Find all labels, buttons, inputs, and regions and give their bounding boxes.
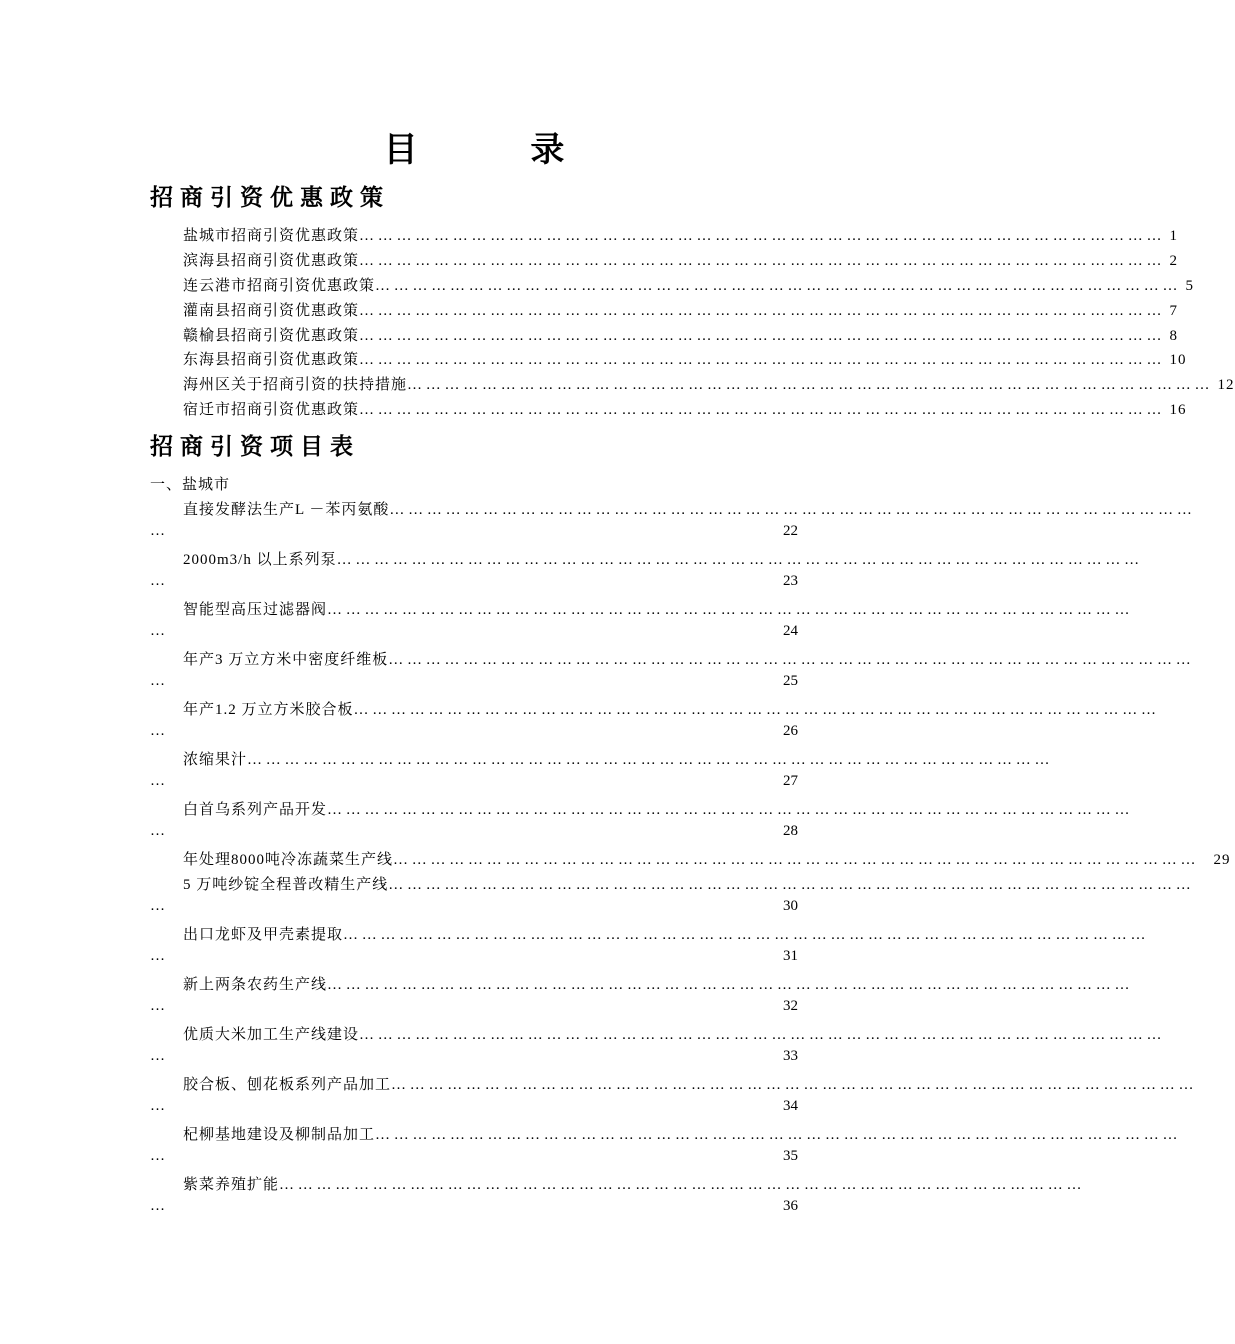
toc-entry-page: 32: [783, 998, 798, 1014]
toc-leader: … … … … … … … … … … … … … … … … … … … … … … … … … … … … … … … … … … … … … … … … … … …: [389, 502, 1192, 518]
toc-leader-wrap: …: [150, 523, 165, 539]
toc-leader: … … … … … … … … … … … … … … … … … … … … … … … … … … … … … … … … … … … … … … … … … … …: [247, 752, 1050, 768]
toc-entry-label: 胶合板、刨花板系列产品加工: [183, 1077, 392, 1093]
toc-leader-wrap: …: [150, 1048, 165, 1064]
toc-leader: … … … … … … … … … … … … … … … … … … … … … … … … … … … … … … … … … … … … … … … … … … …: [336, 552, 1140, 568]
toc-entry[interactable]: [150, 498, 1192, 548]
section-heading-projects: 招商引资项目表: [150, 434, 360, 460]
toc-entry-label: 连云港市招商引资优惠政策: [183, 277, 376, 294]
toc-entry[interactable]: [150, 698, 1157, 748]
toc-entry[interactable]: [183, 274, 1195, 299]
toc-entry-label: 东海县招商引资优惠政策: [183, 352, 360, 369]
toc-entry-label: 5 万吨纱锭全程普改精生产线: [183, 877, 389, 893]
toc-entry-page: 16: [1169, 402, 1187, 419]
toc-leader: … … … … … … … … … … … … … … … … … … … … … … … … … … … … … … … … … … … … … … … … … … …: [359, 228, 1162, 244]
toc-leader: … … … … … … … … … … … … … … … … … … … … … … … … … … … … … … … … … … … … … … … … … … …: [388, 652, 1191, 668]
toc-entry-label: 智能型高压过滤器阀: [183, 602, 328, 618]
toc-entry[interactable]: [150, 973, 1130, 1023]
toc-leader-wrap: …: [150, 623, 165, 639]
toc-leader: … … … … … … … … … … … … … … … … … … … … … … … … … … … … … … … … … … … … … … … … … … …: [327, 977, 1130, 993]
toc-entry[interactable]: [183, 299, 1179, 324]
toc-entry-page: 5: [1185, 277, 1195, 294]
toc-entry-label: 赣榆县招商引资优惠政策: [183, 327, 360, 344]
toc-entry-label: 灌南县招商引资优惠政策: [183, 302, 360, 319]
toc-entry-label: 浓缩果汁: [183, 752, 248, 768]
toc-leader-wrap: …: [150, 723, 165, 739]
toc-leader: … … … … … … … … … … … … … … … … … … … … … … … … … … … … … … … … … … … … … … … … … … …: [327, 802, 1130, 818]
toc-entry-page: 8: [1169, 327, 1179, 344]
policies-toc: [183, 224, 1235, 423]
toc-leader-wrap: …: [150, 773, 165, 789]
toc-leader-wrap: …: [150, 823, 165, 839]
toc-entry[interactable]: [150, 1073, 1194, 1123]
toc-leader: … … … … … … … … … … … … … … … … … … … … … … … … … … … … … … … … … … … … … … … … … … …: [279, 1177, 1082, 1193]
toc-entry-page: 24: [783, 623, 798, 639]
toc-entry[interactable]: [183, 224, 1179, 249]
toc-entry-label: 年处理8000吨冷冻蔬菜生产线: [183, 852, 394, 868]
toc-entry-label: 年产1.2 万立方米胶合板: [183, 702, 354, 718]
toc-entry[interactable]: [150, 923, 1146, 973]
toc-entry-label: 年产3 万立方米中密度纤维板: [183, 652, 389, 668]
toc-entry-page: 36: [783, 1198, 798, 1214]
toc-entry-label: 盐城市招商引资优惠政策: [183, 228, 360, 244]
toc-entry-page: 34: [783, 1098, 798, 1114]
toc-entry-page: 25: [783, 673, 798, 689]
toc-entry[interactable]: [183, 398, 1187, 423]
toc-entry-label: 白首乌系列产品开发: [183, 802, 328, 818]
toc-entry-page: 2: [1169, 252, 1179, 269]
toc-entry[interactable]: [150, 548, 1140, 598]
toc-entry-page: 1: [1169, 228, 1179, 244]
toc-entry[interactable]: [183, 249, 1179, 274]
toc-entry-page: 23: [783, 573, 798, 589]
toc-entry[interactable]: [150, 1023, 1162, 1073]
toc-entry-label: 宿迁市招商引资优惠政策: [183, 402, 360, 419]
toc-leader-wrap: …: [150, 1148, 165, 1164]
toc-entry-label: 紫菜养殖扩能: [183, 1177, 280, 1193]
toc-leader-wrap: …: [150, 998, 165, 1014]
toc-leader: … … … … … … … … … … … … … … … … … … … … … … … … … … … … … … … … … … … … … … … … … … …: [359, 1027, 1162, 1043]
toc-entry[interactable]: [150, 598, 1130, 648]
toc-leader: … … … … … … … … … … … … … … … … … … … … … … … … … … … … … … … … … … … … … … … … … … …: [327, 602, 1130, 618]
toc-entry[interactable]: [150, 848, 1231, 873]
page-title: 目 录: [383, 130, 567, 170]
toc-entry-page: 10: [1169, 352, 1187, 369]
toc-leader: … … … … … … … … … … … … … … … … … … … … … … … … … … … … … … … … … … … … … … … … … … …: [343, 927, 1146, 943]
toc-entry-label: 新上两条农药生产线: [183, 977, 328, 993]
toc-leader: … … … … … … … … … … … … … … … … … … … … … … … … … … … … … … … … … … … … … … … … … … …: [359, 302, 1162, 319]
toc-entry-page: 31: [783, 948, 798, 964]
toc-leader: … … … … … … … … … … … … … … … … … … … … … … … … … … … … … … … … … … … … … … … … … … …: [359, 402, 1162, 419]
toc-leader: … … … … … … … … … … … … … … … … … … … … … … … … … … … … … … … … … … … … … … … … … … …: [359, 352, 1162, 369]
toc-entry-page: 35: [783, 1148, 798, 1164]
toc-leader-wrap: …: [150, 1098, 165, 1114]
toc-entry-label: 2000m3/h 以上系列泵: [183, 552, 337, 568]
section-heading-policies: 招商引资优惠政策: [150, 185, 390, 211]
toc-leader-wrap: …: [150, 673, 165, 689]
toc-entry[interactable]: [183, 348, 1187, 373]
toc-entry-page: 26: [783, 723, 798, 739]
toc-entry-page: 28: [783, 823, 798, 839]
toc-leader-wrap: …: [150, 898, 165, 914]
toc-leader: … … … … … … … … … … … … … … … … … … … … … … … … … … … … … … … … … … … … … … … … … … …: [359, 252, 1162, 269]
toc-entry[interactable]: [150, 873, 1191, 923]
toc-leader: … … … … … … … … … … … … … … … … … … … … … … … … … … … … … … … … … … … … … … … … … … …: [375, 1127, 1178, 1143]
toc-leader-wrap: …: [150, 948, 165, 964]
toc-leader: … … … … … … … … … … … … … … … … … … … … … … … … … … … … … … … … … … … … … … … … … … …: [359, 327, 1162, 344]
toc-entry-page: 22: [783, 523, 798, 539]
toc-entry[interactable]: [183, 324, 1179, 349]
toc-entry-label: 直接发酵法生产L －苯丙氨酸: [183, 502, 390, 518]
toc-entry-page: 29: [1213, 852, 1231, 868]
toc-entry[interactable]: [150, 748, 1050, 798]
toc-entry-label: 杞柳基地建设及柳制品加工: [183, 1127, 376, 1143]
toc-entry[interactable]: [150, 1173, 1082, 1223]
toc-entry-label: 滨海县招商引资优惠政策: [183, 252, 360, 269]
toc-leader: … … … … … … … … … … … … … … … … … … … … … … … … … … … … … … … … … … … … … … … … … … …: [391, 1077, 1194, 1093]
toc-entry-page: 7: [1169, 302, 1179, 319]
toc-leader-wrap: …: [150, 1198, 165, 1214]
toc-leader: … … … … … … … … … … … … … … … … … … … … … … … … … … … … … … … … … … … … … … … … … … …: [388, 877, 1191, 893]
toc-entry[interactable]: [183, 373, 1235, 398]
toc-leader: … … … … … … … … … … … … … … … … … … … … … … … … … … … … … … … … … … … … … … … … … … …: [407, 377, 1210, 394]
toc-leader: … … … … … … … … … … … … … … … … … … … … … … … … … … … … … … … … … … … … … … … … … … …: [375, 277, 1178, 294]
city-sublabel: 一、盐城市: [150, 477, 231, 493]
toc-entry-page: 12: [1217, 377, 1235, 394]
toc-leader: … … … … … … … … … … … … … … … … … … … … … … … … … … … … … … … … … … … … … … … … … … …: [393, 852, 1196, 868]
toc-entry[interactable]: [150, 798, 1130, 848]
toc-entry[interactable]: [150, 648, 1191, 698]
projects-toc: [150, 473, 1231, 1223]
toc-entry[interactable]: [150, 1123, 1178, 1173]
toc-entry-label: 海州区关于招商引资的扶持措施: [183, 377, 408, 394]
toc-entry-page: 30: [783, 898, 798, 914]
toc-entry-label: 优质大米加工生产线建设: [183, 1027, 360, 1043]
toc-entry-label: 出口龙虾及甲壳素提取: [183, 927, 344, 943]
toc-leader-wrap: …: [150, 573, 165, 589]
toc-entry-page: 27: [783, 773, 798, 789]
toc-entry-page: 33: [783, 1048, 798, 1064]
toc-leader: … … … … … … … … … … … … … … … … … … … … … … … … … … … … … … … … … … … … … … … … … … …: [353, 702, 1157, 718]
